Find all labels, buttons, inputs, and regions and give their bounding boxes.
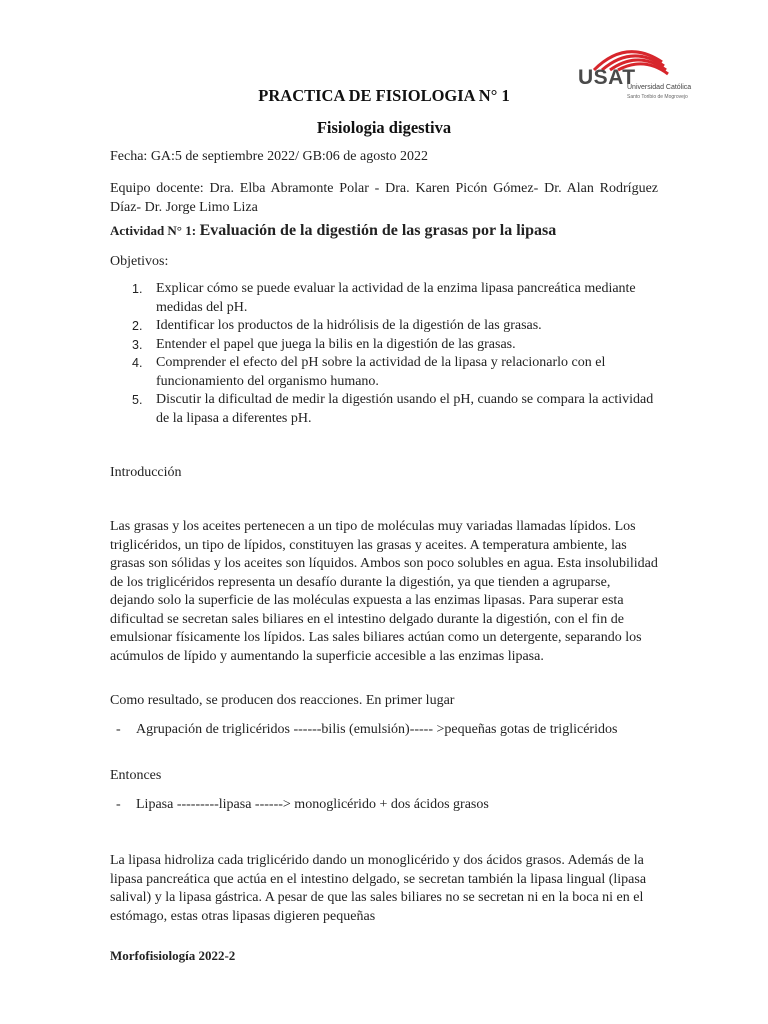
actividad-title: Evaluación de la digestión de las grasas por la lipasa bbox=[199, 222, 557, 239]
page-title: PRACTICA DE FISIOLOGIA N° 1 bbox=[258, 86, 510, 105]
list-item: 2. Identificar los productos de la hidrólisis de la digestión de las grasas. bbox=[132, 318, 542, 333]
fecha-line: Fecha: GA:5 de septiembre 2022/ GB:06 de agosto 2022 bbox=[110, 149, 429, 164]
equipo-docente: Equipo docente: Dra. Elba Abramonte Polar - Dra. Karen Picón Gómez- Dr. Alan Rodríguez Díaz- Dr. Jorge Limo Liza bbox=[110, 181, 658, 215]
logo-subtitle-2: Santo Toribio de Mogrovejo bbox=[627, 94, 688, 100]
intro-paragraph-1: Las grasas y los aceites pertenecen a un tipo de moléculas muy variadas llamadas lípidos. Los triglicéridos, un tipo de lípidos, constituyen las grasas y aceites. A temperatura ambiente, las grasas son sólidas y los aceites son líquidos. Ambos son poco solubles en agua. Esta insolubilidad de los triglicéridos representa un desafío durante la digestión, ya que tienden a agruparse, dejando solo la superficie de las moléculas expuesta a las enzimas lipasas. Para superar esta dificultad se secretan sales biliares en el intestino delgado durante la digestión, con el fin de emulsionar físicamente los lípidos. Las sales biliares actúan como un detergente, separando los acúmulos de lípido y aumentando la superficie accesible a las enzimas lipasa. bbox=[110, 519, 658, 664]
logo-name: USAT bbox=[578, 66, 636, 89]
list-item: 5. Discutir la dificultad de medir la digestión usando el pH, cuando se compara la actividad de la lipasa a diferentes pH. bbox=[132, 392, 654, 426]
list-item: 3. Entender el papel que juega la bilis en la digestión de las grasas. bbox=[132, 336, 516, 352]
intro-heading: Introducción bbox=[110, 465, 182, 480]
intro-paragraph-2: La lipasa hidroliza cada triglicérido dando un monoglicérido y dos ácidos grasos. Además de la lipasa pancreática que actúa en el intestino delgado, se secretan también la lipasa lingual (lipasa salival) y la lipasa gástrica. A pesar de que las sales biliares no se secretan ni en la boca ni en el estómago, estas otras lipasas digieren pequeñas bbox=[110, 853, 647, 924]
resultado-line: Como resultado, se producen dos reacciones. En primer lugar bbox=[110, 693, 455, 708]
actividad-heading bbox=[110, 222, 658, 242]
page-footer: Morfofisiología 2022-2 bbox=[110, 948, 236, 963]
list-item: 1. Explicar cómo se puede evaluar la actividad de la enzima lipasa pancreática mediante medidas del pH. bbox=[132, 281, 636, 315]
reaccion-1: - Agrupación de triglicéridos ------bilis (emulsión)----- >pequeñas gotas de triglicéridos bbox=[116, 722, 618, 737]
objetivos-list bbox=[110, 280, 660, 428]
entonces-line: Entonces bbox=[110, 768, 162, 783]
actividad-label: Actividad N° 1: bbox=[110, 223, 197, 238]
logo-subtitle: Universidad Católica bbox=[627, 84, 692, 91]
reaccion-2: - Lipasa ---------lipasa ------> monoglicérido + dos ácidos grasos bbox=[116, 797, 489, 812]
page-subtitle: Fisiologia digestiva bbox=[316, 118, 452, 137]
objetivos-label: Objetivos: bbox=[110, 254, 169, 269]
list-item: 4. Comprender el efecto del pH sobre la actividad de la lipasa y relacionarlo con el funcionamiento del organismo humano. bbox=[132, 355, 606, 389]
